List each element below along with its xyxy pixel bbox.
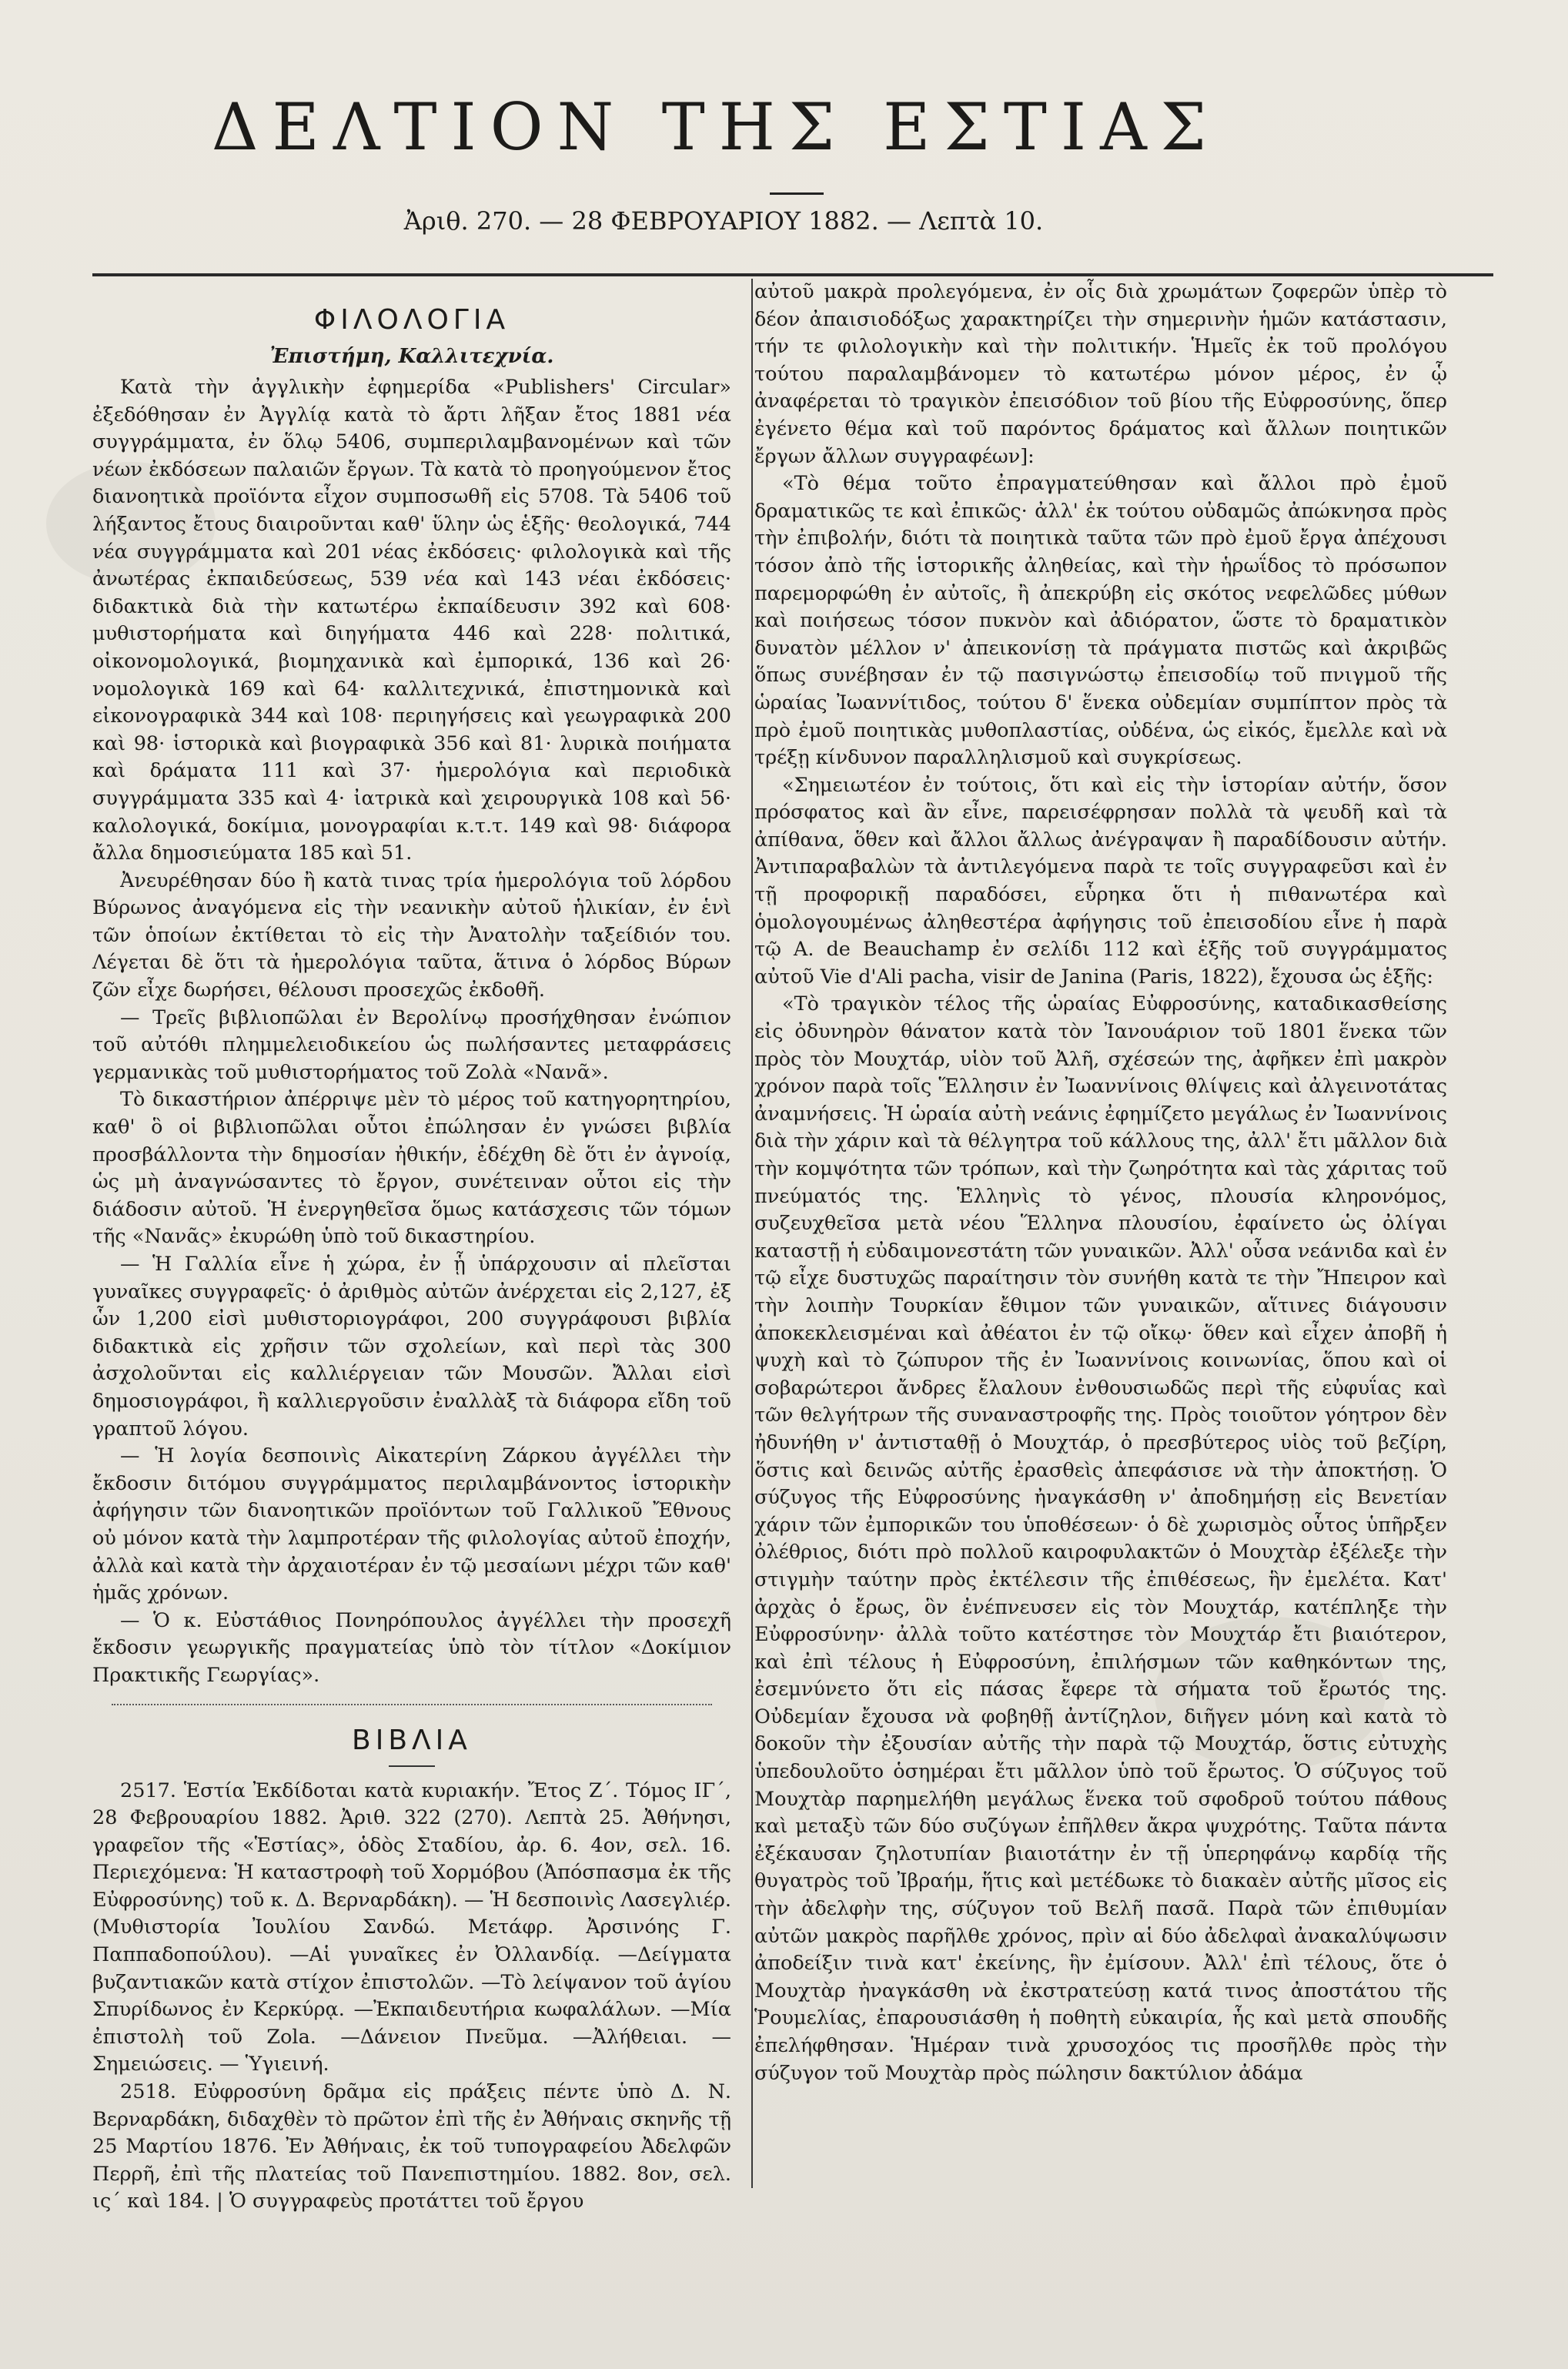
right-column: [754, 279, 1447, 2087]
section-subtitle: Ἐπιστήμη, Καλλιτεχνία.: [269, 345, 554, 368]
masthead-title: ΔΕΛΤΙΟΝ ΤΗΣ ΕΣΤΙΑΣ: [211, 89, 1221, 165]
article-paragraph: «Τὸ θέμα τοῦτο ἐπραγματεύθησαν καὶ ἄλλοι πρὸ ἐμοῦ δραματικῶς τε καὶ ἐπικῶς· ἀλλ' ἐκ τούτου οὐδαμῶς ἀπώκνησα πρὸς τὴν ἐπιβολήν, διότι τὰ ποιητικὰ ταῦτα τῶν πρὸ ἐμοῦ ἔργα ἀπέχουσι τόσον ἀπὸ τῆς ἱστορικῆς ἀληθείας, καὶ τὴν ἡρωΐδος τὸ πρόσωπον παρεμορφώθη ἐν αὐτοῖς, ἢ ἀπεκρύβη εἰς σκότος νεφελῶδες μύθων καὶ ποιήσεως τόσον πυκνὸν καὶ ἀδιόρατον, ὥστε τὸ δραματικὸν δυνατὸν μέλλον ν' ἀπεικονίσῃ τὰ πράγματα πιστῶς καὶ ἀκριβῶς ὅπως συνέβησαν ἐν τῷ πασιγνώστῳ ἐπεισοδίῳ τοῦ πνιγμοῦ τῆς ὡραίας Ἰωαννίτιδος, τούτου δ' ἕνεκα οὐδεμίαν συμπίπτον πρὸς τὰ πρὸ ἐμοῦ ποιητικὰς μυθοπλαστίας, οὐδένα, ὡς εἰκός, ἔμελλε καὶ νὰ τρέξῃ κίνδυνον παραλληλισμοῦ καὶ συγκρίσεως.: [754, 472, 1447, 770]
article-paragraph: — Ἡ λογία δεσποινὶς Αἰκατερίνη Ζάρκου ἀγγέλλει τὴν ἔκδοσιν διτόμου συγγράμματος περιλαμβάνοντος ἱστορικὴν ἀφήγησιν τῶν διανοητικῶν προϊόντων τοῦ Γαλλικοῦ Ἔθνους οὐ μόνον κατὰ τὴν λαμπροτέραν τῆς φιλολογίας αὐτοῦ ἐποχήν, ἀλλὰ καὶ κατὰ τὴν ἀρχαιοτέραν ἐν τῷ μεσαίωνι μέχρι τῶν καθ' ἡμᾶς χρόνων.: [92, 1444, 731, 1605]
section-title-philology: ΦΙΛΟΛΟΓΙΑ: [313, 304, 510, 336]
column-divider: [751, 279, 753, 2188]
article-paragraph: Ἀνευρέθησαν δύο ἢ κατὰ τινας τρία ἡμερολόγια τοῦ λόρδου Βύρωνος ἀναγόμενα εἰς τὴν νεανικὴν αὐτοῦ ἡλικίαν, ἐν ἑνὶ τῶν ὁποίων ἐκτίθεται τὸ εἰς τὴν Ἀνατολὴν ταξείδιόν του. Λέγεται δὲ ὅτι τὰ ἡμερολόγια ταῦτα, ἅτινα ὁ λόρδος Βύρων ζῶν εἶχε δωρήσει, θέλουσι προσεχῶς ἐκδοθῆ.: [92, 868, 731, 1002]
book-entry: 2517. Ἑστία Ἐκδίδοται κατὰ κυριακήν. Ἔτος Ζ΄. Τόμος ΙΓ΄, 28 Φεβρουαρίου 1882. Ἀριθ. 322 (270). Λεπτὰ 25. Ἀθήνησι, γραφεῖον τῆς «Ἑστίας», ὁδὸς Σταδίου, ἀρ. 6. 4ον, σελ. 16. Περιεχόμενα: Ἡ καταστροφὴ τοῦ Χορμόβου (Ἀπόσπασμα ἐκ τῆς Εὐφροσύνης) τοῦ κ. Δ. Βερναρδάκη). — Ἡ δεσποινὶς Λασεγλιέρ. (Μυθιστορία Ἰουλίου Σανδώ. Μετάφρ. Ἀρσινόης Γ. Παππαδοπούλου). —Αἱ γυναῖκες ἐν Ὀλλανδίᾳ. —Δείγματα βυζαντιακῶν κατὰ στίχον ἐπιστολῶν. —Τὸ λείψανον τοῦ ἁγίου Σπυρίδωνος ἐν Κερκύρᾳ. —Ἐκπαιδευτήρια κωφαλάλων. —Μία ἐπιστολὴ τοῦ Zola. —Δάνειον Πνεῦμα. —Ἀλήθειαι. —Σημειώσεις. — Ὑγιεινή.: [92, 1778, 731, 2076]
article-paragraph: αὐτοῦ μακρὰ προλεγόμενα, ἐν οἷς διὰ χρωμάτων ζοφερῶν ὑπὲρ τὸ δέον ἀπαισιοδόξως χαρακτηρίζει τὴν σημερινὴν ἡμῶν κατάστασιν, τήν τε φιλολογικὴν καὶ τὴν πολιτικήν. Ἡμεῖς ἐκ τοῦ προλόγου τούτου παραλαμβάνομεν τὸ κατωτέρω μόνον μέρος, ἐν ᾧ ἀναφέρεται τὸ τραγικὸν ἐπεισόδιον τοῦ βίου τῆς Εὐφροσύνης, ὅπερ ἐγένετο θέμα καὶ τοῦ παρόντος δράματος καὶ ἄλλων ποιητικῶν ἔργων ἄλλων συγγραφέων]:: [754, 280, 1447, 468]
article-paragraph: Τὸ δικαστήριον ἀπέρριψε μὲν τὸ μέρος τοῦ κατηγορητηρίου, καθ' ὃ οἱ βιβλιοπῶλαι οὗτοι ἐπώλησαν ἐν γνώσει βιβλία προσβάλλοντα τὴν δημοσίαν ἠθικήν, ἐδέχθη δὲ ὅτι ἐν ἀγνοίᾳ, ὡς μὴ ἀναγνώσαντες τὸ ἔργον, συνέτειναν οὗτοι εἰς τὴν διάδοσιν αὐτοῦ. Ἡ ἐνεργηθεῖσα ὅμως κατάσχεσις τῶν τόμων τῆς «Νανᾶς» ἐκυρώθη ὑπὸ τοῦ δικαστηρίου.: [92, 1088, 731, 1249]
article-paragraph: «Τὸ τραγικὸν τέλος τῆς ὡραίας Εὐφροσύνης, καταδικασθείσης εἰς ὀδυνηρὸν θάνατον κατὰ τὸν Ἰανουάριον τοῦ 1801 ἕνεκα τῶν πρὸς τὸν Μουχτάρ, υἱὸν τοῦ Ἀλῆ, σχέσεών της, ἀφῆκεν ἐπὶ μακρὸν χρόνον παρὰ τοῖς Ἕλλησιν ἐν Ἰωαννίνοις θλίψεις καὶ ἀλγεινοτάτας ἀναμνήσεις. Ἡ ὡραία αὐτὴ νεάνις ἐφημίζετο μεγάλως ἐν Ἰωαννίνοις διὰ τὴν χάριν καὶ τὰ θέλγητρα τοῦ κάλλους της, ἀλλ' ἔτι μᾶλλον διὰ τὴν κομψότητα τῶν τρόπων, καὶ τὴν ζωηρότητα καὶ τὰς χάριτας τοῦ πνεύματός της. Ἑλληνὶς τὸ γένος, πλουσία κληρονόμος, συζευχθεῖσα μετὰ νέου Ἕλληνα πλουσίου, ἐφαίνετο ὡς ὀλίγαι καταστῇ ἡ εὐδαιμονεστάτη τῶν γυναικῶν. Ἀλλ' οὖσα νεάνιδα καὶ ἐν τῷ εἶχε δυστυχῶς παραίτησιν τὸν συνήθη κατὰ τε τὴν Ἤπειρον καὶ τὴν λοιπὴν Τουρκίαν ἔθιμον τῶν γυναικῶν, αἵτινες διάγουσιν ἀποκεκλεισμέναι καὶ ἀθέατοι ἐν τῷ οἴκῳ· ὅθεν καὶ εἶχεν ἀποβῆ ἡ ψυχὴ καὶ τὸ ζώπυρον τῆς ἐν Ἰωαννίνοις κοινωνίας, ὅπου καὶ οἱ σοβαρώτεροι ἄνδρες ἔλαλουν ἐνθουσιωδῶς περὶ τῆς εὐφυΐας καὶ τῶν θελγήτρων τῆς συναναστροφῆς της. Πρὸς τοιοῦτον γόητρον δὲν ἠδυνήθη ν' ἀντισταθῇ ὁ Μουχτάρ, ὁ πρεσβύτερος υἱὸς τοῦ βεζίρη, ὅστις καὶ δεινῶς αὐτῆς ἐρασθεὶς ἀπεφάσισε νὰ τὴν ἀποκτήσῃ. Ὁ σύζυγος τῆς Εὐφροσύνης ἠναγκάσθη ν' ἀποδημήσῃ εἰς Βενετίαν χάριν τῶν ἐμπορικῶν του ὑποθέσεων· ὁ δὲ χωρισμὸς οὗτος ὑπῆρξεν ὀλέθριος, διότι πρὸ πολλοῦ καιροφυλακτῶν ὁ Μουχτὰρ ἐξέλεξε τὴν στιγμὴν ταύτην πρὸς ἐκτέλεσιν τῆς ἐπιθέσεως, ἣν ἐμελέτα. Κατ' ἀρχὰς ὁ ἔρως, ὃν ἐνέπνευσεν εἰς τὸν Μουχτάρ, κατέπληξε τὴν Εὐφροσύνην· ἀλλὰ τοῦτο κατέστησε τὸν Μουχτάρ ἔτι βιαιότερον, καὶ ἐπὶ τέλους ἡ Εὐφροσύνη, ἐπιλήσμων τῶν καθηκόντων της, ἐσεμνύνετο ὅτι εἰς πάσας ἔφερε τὰ σήματα τοῦ ἔρωτός της. Οὐδεμίαν ἔχουσα νὰ φοβηθῇ ἀντίζηλον, διῆγεν μόνη καὶ κατὰ τὸ δοκοῦν τὴν ἐξουσίαν αὐτῆς τὴν παρὰ τῷ Μουχτάρ, ὅστις εὐτυχὴς ὑπεδουλοῦτο ὁσημέραι ἔτι μᾶλλον ὑπὸ τοῦ ἔρωτος. Ὁ σύζυγος τοῦ Μουχτὰρ παρημελήθη μεγάλως ἕνεκα τοῦ σφοδροῦ τούτου πάθους καὶ μεταξὺ τῶν δύο συζύγων ἐπῆλθεν ἄκρα ψυχρότης. Ταῦτα πάντα ἐξέκαυσαν ζηλοτυπίαν βιαιοτάτην ἐν τῇ ὑπερηφάνῳ καρδίᾳ τῆς θυγατρὸς τοῦ Ἰβραήμ, ἥτις καὶ μετέδωκε τὸ διακαὲν αὐτῆς μῖσος εἰς τὴν ἀδελφὴν της, σύζυγον τοῦ Βελῆ πασᾶ. Παρὰ τῶν ἐπιθυμίαν αὐτῶν μακρὸς παρῆλθε χρόνος, πρὶν αἱ δύο ἀδελφαὶ ἀνακαλύψωσιν ἀποδείξιν τινὰ κατ' ἐκείνης, ἣν ἐμίσουν. Ἀλλ' ἐπὶ τέλους, ὅτε ὁ Μουχτὰρ ἠναγκάσθη νὰ ἐκστρατεύσῃ κατά τινος ἀποστάτου τῆς Ῥουμελίας, ἐπαρουσιάσθη ἡ ποθητὴ εὐκαιρία, ἧς καὶ μετὰ σπουδῆς ἐπελήφθησαν. Ἡμέραν τινὰ χρυσοχόος τις προσῆλθε πρὸς τὴν σύζυγον τοῦ Μουχτὰρ πρὸς πώλησιν δακτύλιον ἀδάμα: [754, 992, 1447, 2085]
header-divider: [92, 273, 1493, 276]
article-paragraph: — Ὁ κ. Εὐστάθιος Πονηρόπουλος ἀγγέλλει τὴν προσεχῆ ἔκδοσιν γεωργικῆς πραγματείας ὑπὸ τὸν τίτλον «Δοκίμιον Πρακτικῆς Γεωργίας».: [92, 1608, 731, 1687]
article-paragraph: «Σημειωτέον ἐν τούτοις, ὅτι καὶ εἰς τὴν ἱστορίαν αὐτήν, ὅσον πρόσφατος καὶ ἂν εἶνε, παρεισέφρησαν πολλὰ τὰ ψευδῆ καὶ τὰ ἀπίθανα, ὅθεν καὶ ἄλλοι ἄλλως ἀνέγραψαν ἢ παραδίδουσιν αὐτήν. Ἀντιπαραβαλὼν τὰ ἀντιλεγόμενα παρὰ τε τοῖς συγγραφεῦσι καὶ ἐν τῇ προφορικῇ παραδόσει, εὗρηκα ὅτι ἡ πιθανωτέρα καὶ ὁμολογουμένως ἀληθεστέρα ἀφήγησις τοῦ ἐπεισοδίου εἶνε ἡ παρὰ τῷ A. de Beauchamp ἐν σελίδι 112 καὶ ἑξῆς τοῦ συγγράμματος αὐτοῦ Vie d'Ali pacha, visir de Janina (Paris, 1822), ἔχουσα ὡς ἑξῆς:: [754, 773, 1447, 989]
article-paragraph: — Ἡ Γαλλία εἶνε ἡ χώρα, ἐν ᾗ ὑπάρχουσιν αἱ πλεῖσται γυναῖκες συγγραφεῖς· ὁ ἀριθμὸς αὐτῶν ἀνέρχεται εἰς 2,127, ἐξ ὧν 1,200 εἰσὶ μυθιστοριογράφοι, 200 συγγράφουσι βιβλία διδακτικὰ εἰς χρῆσιν τῶν σχολείων, καὶ περὶ τὰς 300 ἀσχολοῦνται εἰς καλλιέργειαν τῶν Μουσῶν. Ἄλλαι εἰσὶ δημοσιογράφοι, ἢ καλλιεργοῦσιν ἐναλλὰξ τὰ διάφορα εἴδη τοῦ γραπτοῦ λόγου.: [92, 1253, 731, 1440]
section-separator: [112, 1704, 712, 1705]
section-title-books: ΒΙΒΛΙΑ: [352, 1724, 472, 1756]
left-column: [92, 285, 731, 2216]
title-rule: [389, 1765, 435, 1767]
article-paragraph: Κατὰ τὴν ἀγγλικὴν ἐφημερίδα «Publishers' Circular» ἐξεδόθησαν ἐν Ἀγγλίᾳ κατὰ τὸ ἄρτι λῆξαν ἔτος 1881 νέα συγγράμματα, ἐν ὅλῳ 5406, συμπεριλαμβανομένων καὶ τῶν νέων ἐκδόσεων παλαιῶν ἔργων. Τὰ κατὰ τὸ προηγούμενον ἔτος διανοητικὰ προϊόντα εἶχον συμποσωθῆ εἰς 5708. Τὰ 5406 τοῦ λήξαντος ἔτους διαιροῦνται καθ' ὕλην ὡς ἑξῆς· θεολογικά, 744 νέα συγγράμματα καὶ 201 νέας ἐκδόσεις· φιλολογικὰ καὶ τῆς ἀνωτέρας ἐκπαιδεύσεως, 539 νέα καὶ 143 νέαι ἐκδόσεις· διδακτικὰ διὰ τὴν κατωτέρω ἐκπαίδευσιν 392 καὶ 608· μυθιστορήματα καὶ διηγήματα 446 καὶ 228· πολιτικά, οἰκονομολογικά, βιομηχανικὰ καὶ ἐμπορικά, 136 καὶ 26· νομολογικὰ 169 καὶ 64· καλλιτεχνικά, ἐπιστημονικὰ καὶ εἰκονογραφικὰ 344 καὶ 108· περιηγήσεις καὶ γεωγραφικὰ 200 καὶ 98· ἱστορικὰ καὶ βιογραφικὰ 356 καὶ 81· λυρικὰ ποιήματα καὶ δράματα 111 καὶ 37· ἡμερολόγια καὶ περιοδικὰ συγγράμματα 335 καὶ 4· ἰατρικὰ καὶ χειρουργικὰ 108 καὶ 56· καλολογικά, δοκίμια, μονογραφίαι κ.τ.τ. 149 καὶ 98· διάφορα ἄλλα δημοσιεύματα 185 καὶ 51.: [92, 376, 731, 865]
issue-line: Ἀριθ. 270. — 28 ΦΕΒΡΟΥΑΡΙΟΥ 1882. — Λεπτὰ 10.: [403, 206, 1044, 236]
masthead-rule: [770, 192, 824, 195]
book-entry: 2518. Εὐφροσύνη δρᾶμα εἰς πράξεις πέντε ὑπὸ Δ. Ν. Βερναρδάκη, διδαχθὲν τὸ πρῶτον ἐπὶ τῆς ἐν Ἀθήναις σκηνῆς τῇ 25 Μαρτίου 1876. Ἐν Ἀθήναις, ἐκ τοῦ τυπογραφείου Ἀδελφῶν Περρῆ, ἐπὶ τῆς πλατείας τοῦ Πανεπιστημίου. 1882. 8ον, σελ. ις΄ καὶ 184. | Ὁ συγγραφεὺς προτάττει τοῦ ἔργου: [92, 2080, 731, 2213]
article-paragraph: — Τρεῖς βιβλιοπῶλαι ἐν Βερολίνῳ προσήχθησαν ἐνώπιον τοῦ αὐτόθι πλημμελειοδικείου ὡς πωλήσαντες μεταφράσεις γερμανικὰς τοῦ μυθιστορήματος τοῦ Ζολὰ «Νανᾶ».: [92, 1005, 731, 1084]
